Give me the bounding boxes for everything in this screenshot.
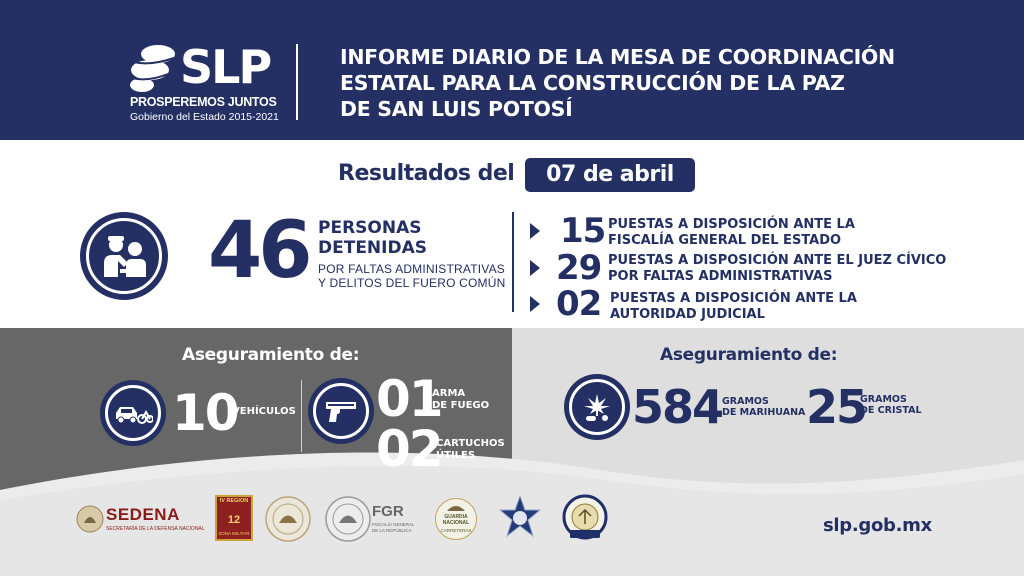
slp-logo-mark-icon xyxy=(128,42,180,94)
arms-label-line: DE FUEGO xyxy=(432,400,490,411)
detained-sublabel-line: POR FALTAS ADMINISTRATIVAS xyxy=(318,262,506,276)
results-date: 07 de abril xyxy=(525,158,695,192)
pistol-icon xyxy=(324,398,358,424)
drugs-badge xyxy=(564,374,630,440)
guardia-nacional-subtitle: CARRETERAS xyxy=(440,528,472,533)
crystal-label xyxy=(860,394,922,416)
secretaria-marina-seal-icon xyxy=(265,496,311,542)
seizure-title-right: Aseguramiento de: xyxy=(660,345,838,365)
arms-label xyxy=(432,388,489,412)
marijuana-label-line: DE MARIHUANA xyxy=(722,407,806,418)
detained-sublabel-line: Y DELITOS DEL FUERO COMÚN xyxy=(318,276,506,290)
report-title-line: DE SAN LUIS POTOSÍ xyxy=(340,97,573,121)
cartridges-label-line: ÚTILES xyxy=(436,450,476,461)
crystal-label-line: GRAMOS xyxy=(860,394,907,405)
marijuana-label-line: GRAMOS xyxy=(722,396,769,407)
arms-label-line: ARMA xyxy=(432,388,466,399)
puesta-line: PUESTAS A DISPOSICIÓN ANTE LA xyxy=(610,291,857,306)
cartridges-label xyxy=(436,438,505,462)
sedena-logo xyxy=(76,503,205,537)
detained-label-line: DETENIDAS xyxy=(318,238,427,258)
policia-estatal-star-icon xyxy=(496,494,544,542)
vehicle-badge xyxy=(100,380,166,446)
detained-label-line: PERSONAS xyxy=(318,218,422,238)
arrow-right-icon xyxy=(530,296,540,312)
report-title-line: INFORME DIARIO DE LA MESA DE COORDINACIÓN xyxy=(340,45,895,69)
iv-region-number: 12 xyxy=(227,514,241,526)
iv-region-name: IV REGION xyxy=(219,498,249,504)
arrow-right-icon xyxy=(530,223,540,239)
drugs-leaf-pills-icon xyxy=(580,390,614,424)
site-url[interactable]: slp.gob.mx xyxy=(823,515,932,536)
puesta-count: 02 xyxy=(556,284,602,324)
crystal-label-line: DE CRISTAL xyxy=(860,405,922,416)
detained-count: 46 xyxy=(208,206,309,296)
section-divider xyxy=(512,212,514,312)
puesta-description xyxy=(608,217,855,249)
mexico-eagle-seal-icon xyxy=(76,505,104,533)
header-banner xyxy=(0,0,1024,140)
puesta-count: 29 xyxy=(556,248,602,288)
vehicles-label: VEHÍCULOS xyxy=(232,406,296,417)
puesta-description xyxy=(610,291,857,323)
seizure-title-left: Aseguramiento de: xyxy=(182,345,360,365)
puesta-line: POR FALTAS ADMINISTRATIVAS xyxy=(608,269,833,284)
seguridad-publica-seal-icon xyxy=(560,494,610,542)
puesta-line: PUESTAS A DISPOSICIÓN ANTE EL JUEZ CÍVICO xyxy=(608,253,947,268)
puesta-description xyxy=(608,253,946,285)
iv-region-logo xyxy=(215,495,253,541)
guardia-nacional-name: GUARDIA NACIONAL xyxy=(442,514,470,526)
detained-label xyxy=(318,218,427,258)
estados-unidos-mexicanos-seal-icon xyxy=(325,496,371,542)
fgr-name: FGR xyxy=(372,503,404,520)
results-label: Resultados del xyxy=(338,161,515,186)
puesta-line: PUESTAS A DISPOSICIÓN ANTE LA xyxy=(608,217,855,232)
crystal-count: 25 xyxy=(806,380,867,434)
puesta-count: 15 xyxy=(560,211,606,251)
logo-tagline: PROSPEREMOS JUNTOS xyxy=(130,95,277,109)
header-divider xyxy=(296,44,298,120)
marijuana-label xyxy=(722,396,805,418)
puesta-line: AUTORIDAD JUDICIAL xyxy=(610,307,765,322)
car-motorcycle-icon xyxy=(113,401,153,425)
marijuana-count: 584 xyxy=(632,380,723,434)
weapon-badge xyxy=(308,378,374,444)
logo-text: SLP xyxy=(180,40,271,94)
detained-sublabel xyxy=(318,262,505,290)
cartridges-label-line: CARTUCHOS xyxy=(436,438,505,449)
arms-count: 01 xyxy=(376,370,442,428)
report-title xyxy=(340,44,1000,122)
arrow-right-icon xyxy=(530,260,540,276)
cartridges-count: 02 xyxy=(376,420,442,478)
fgr-subtitle: FISCALÍA GENERAL DE LA REPÚBLICA xyxy=(372,522,415,533)
logo-subtitle: Gobierno del Estado 2015-2021 xyxy=(130,111,279,123)
detained-person-icon xyxy=(98,233,150,279)
detained-badge xyxy=(80,212,168,300)
fgr-logo xyxy=(372,503,422,537)
eagle-icon xyxy=(447,503,465,513)
report-title-line: ESTATAL PARA LA CONSTRUCCIÓN DE LA PAZ xyxy=(340,71,845,95)
puesta-line: FISCALÍA GENERAL DEL ESTADO xyxy=(608,233,842,248)
vehicles-count: 10 xyxy=(172,384,238,442)
iv-region-subtitle: ZONA MILITAR xyxy=(218,531,250,536)
sedena-subtitle: SECRETARÍA DE LA DEFENSA NACIONAL xyxy=(106,526,205,532)
sedena-name: SEDENA xyxy=(106,505,180,524)
seizure-divider xyxy=(301,380,302,452)
guardia-nacional-logo xyxy=(435,498,477,540)
